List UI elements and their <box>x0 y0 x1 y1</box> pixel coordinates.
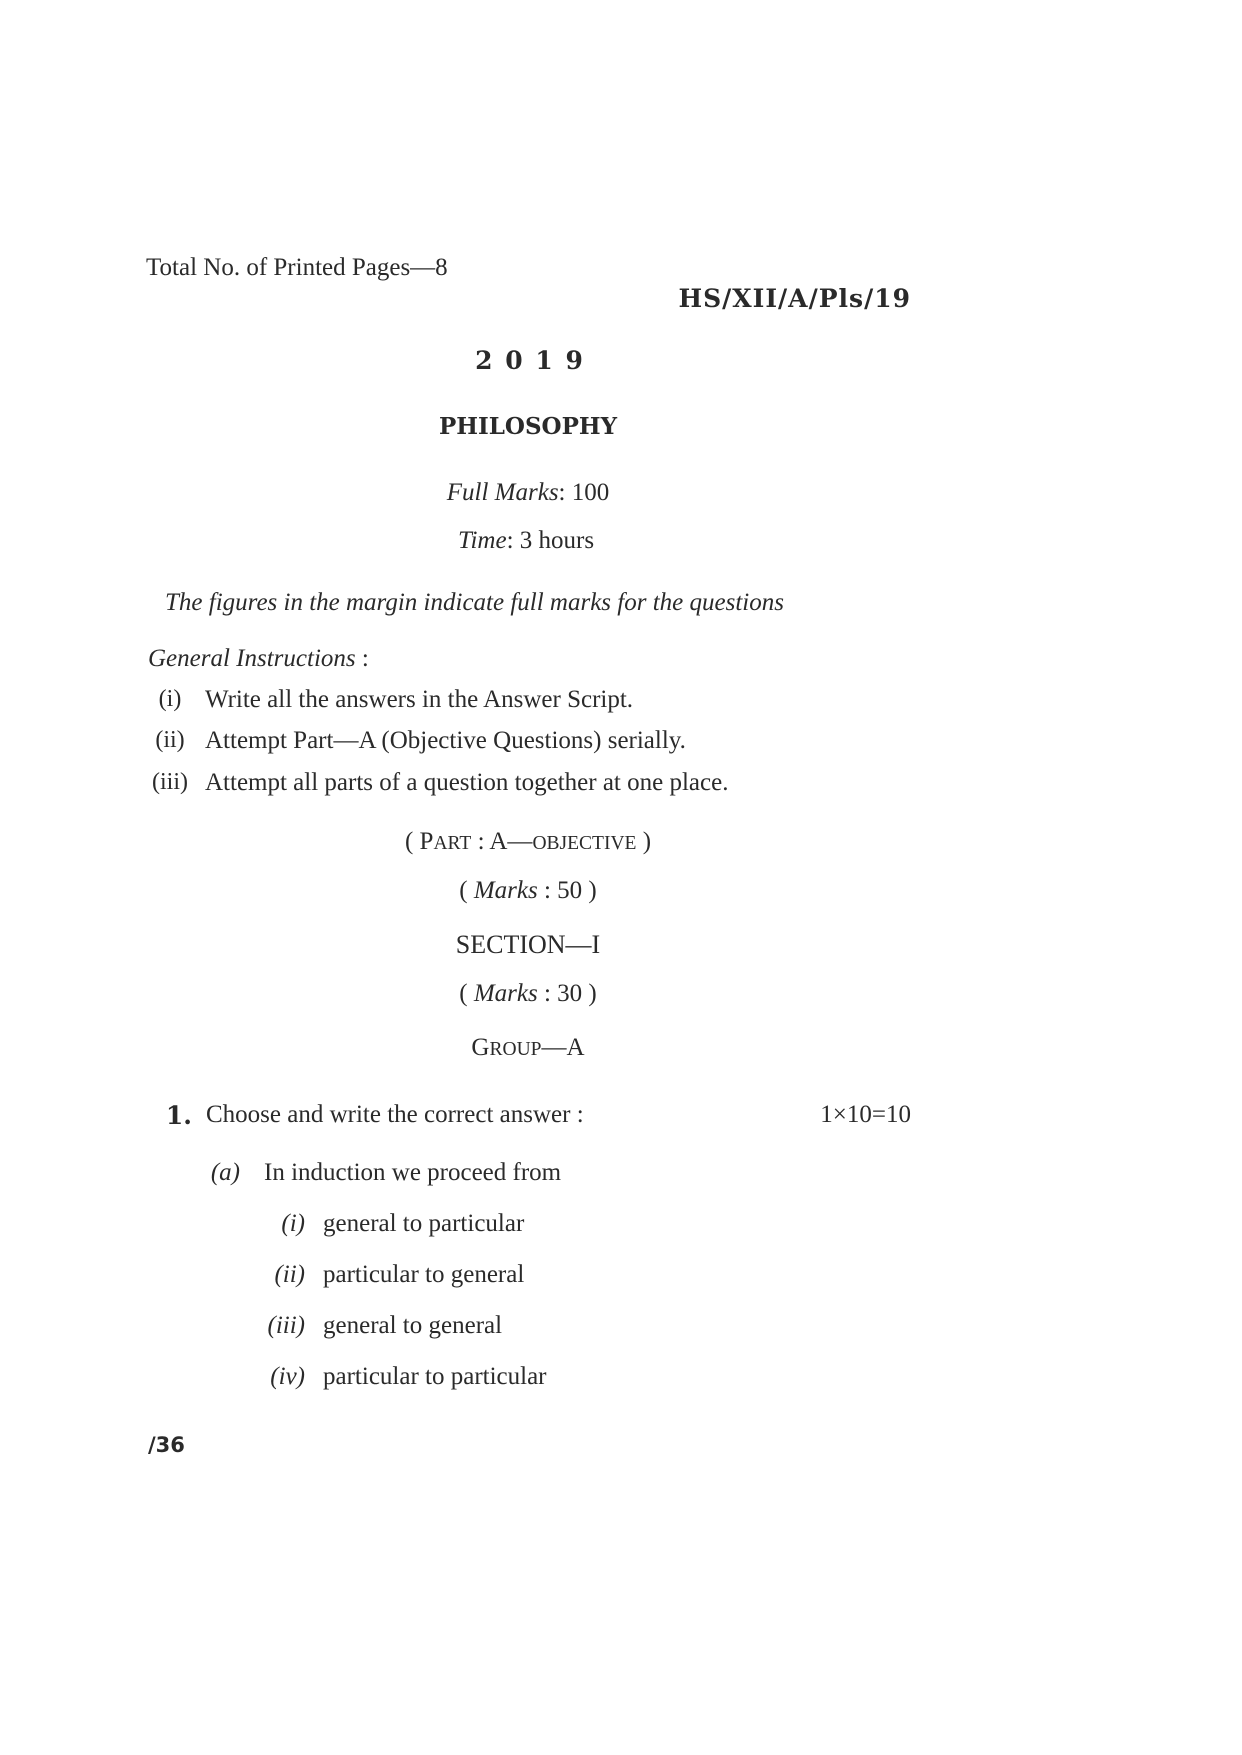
option-label: (i) <box>281 1210 305 1237</box>
full-marks-label: Full Marks <box>446 479 559 506</box>
part-heading <box>405 828 651 856</box>
instructions-colon: : <box>361 645 369 672</box>
printed-pages-note: Total No. of Printed Pages—8 <box>146 254 448 281</box>
part-open: ( P <box>404 828 434 855</box>
paper-code: HS/XII/A/Pls/19 <box>678 284 911 313</box>
instruction-text: Attempt all parts of a question together at one place. <box>205 769 729 796</box>
option-text: particular to particular <box>323 1363 547 1390</box>
instruction-text: Attempt Part—A (Objective Questions) serially. <box>205 727 686 754</box>
question-text: Choose and write the correct answer : <box>206 1101 584 1128</box>
option-label: (ii) <box>274 1261 305 1288</box>
group-heading <box>471 1034 584 1062</box>
full-marks <box>447 479 610 507</box>
part-mid: : A— <box>471 828 533 855</box>
section-marks-label: Marks <box>473 980 538 1007</box>
section-marks-value: : 30 ) <box>537 980 597 1007</box>
subject-title: PHILOSOPHY <box>438 413 618 440</box>
option-text: general to particular <box>323 1210 525 1237</box>
part-marks <box>459 877 597 905</box>
section-marks <box>459 980 597 1008</box>
instructions-title: General Instructions <box>148 645 356 672</box>
sub-question-label: (a) <box>210 1159 240 1186</box>
instruction-text: Write all the answers in the Answer Script. <box>205 686 634 713</box>
part-marks-value: : 50 ) <box>537 877 597 904</box>
page-code: /36 <box>148 1433 185 1457</box>
sub-question-text: In induction we proceed from <box>264 1159 562 1186</box>
full-marks-value: : 100 <box>558 479 610 506</box>
objective-small: OBJECTIVE <box>532 833 637 854</box>
question-marks: 1×10=10 <box>820 1101 911 1128</box>
option-text: particular to general <box>323 1261 525 1288</box>
group-initial: G <box>471 1034 490 1061</box>
instruction-number: (ii) <box>155 727 185 753</box>
part-close: ) <box>636 828 652 855</box>
margin-note: The figures in the margin indicate full marks for the questions <box>165 589 784 616</box>
exam-time <box>458 527 594 555</box>
question-number: 1. <box>165 1101 192 1130</box>
option-text: general to general <box>323 1312 503 1339</box>
time-label: Time <box>457 527 507 554</box>
section-marks-open: ( <box>459 980 474 1007</box>
instruction-number: (iii) <box>152 769 188 795</box>
option-label: (iii) <box>267 1312 305 1339</box>
instructions-heading <box>148 645 369 673</box>
part-word-small: ART <box>433 833 472 854</box>
instruction-number: (i) <box>158 686 182 712</box>
section-title: SECTION—I <box>455 930 601 959</box>
group-rest: —A <box>541 1034 585 1061</box>
part-marks-label: Marks <box>473 877 538 904</box>
group-small: ROUP <box>489 1039 542 1060</box>
option-label: (iv) <box>270 1363 305 1390</box>
time-value: : 3 hours <box>506 527 595 554</box>
part-marks-open: ( <box>459 877 474 904</box>
exam-year: 2 0 1 9 <box>475 346 585 375</box>
